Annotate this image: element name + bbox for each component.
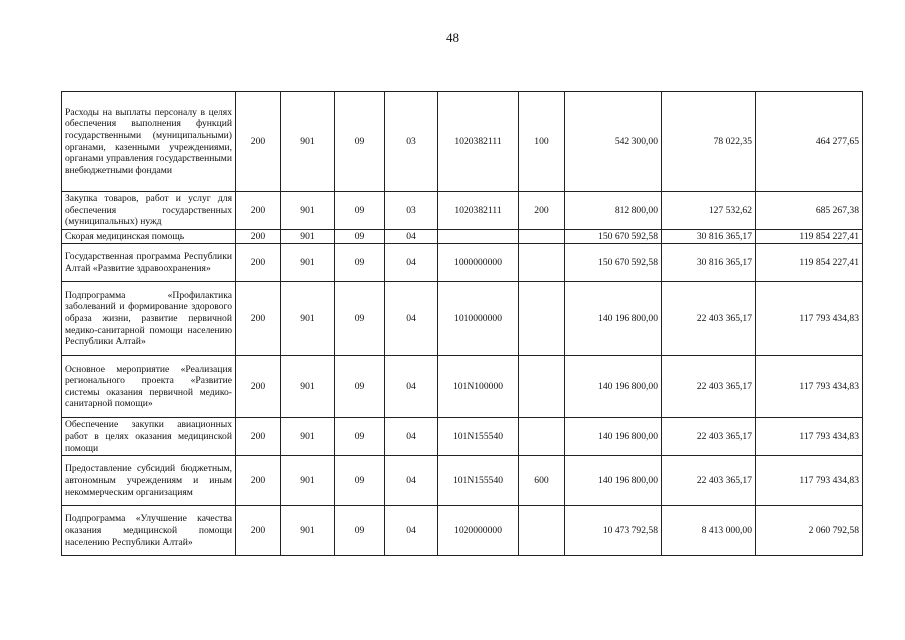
remain-amount: 117 793 434,83 [756,418,863,456]
plan-amount: 140 196 800,00 [565,356,662,418]
admin-code: 200 [236,456,281,506]
table-row [62,244,863,282]
remain-amount: 117 793 434,83 [756,356,863,418]
target-code: 101N155540 [438,418,519,456]
expense-type-code [519,356,565,418]
expense-type-code [519,244,565,282]
ministry-code: 901 [281,229,335,244]
expense-type-code [519,229,565,244]
table-row [62,92,863,192]
section-code: 09 [335,92,385,192]
target-code: 1010000000 [438,282,519,356]
section-code: 09 [335,506,385,556]
table-row [62,456,863,506]
subsection-code: 04 [385,456,438,506]
subsection-code: 04 [385,506,438,556]
remain-amount: 119 854 227,41 [756,229,863,244]
row-name: Подпрограмма «Профилактика заболеваний и формирование здорового образа жизни, развитие первичной медико-санитарной помощи населению Республики Алтай» [62,282,236,356]
table-row [62,356,863,418]
admin-code: 200 [236,506,281,556]
subsection-code: 04 [385,244,438,282]
row-name: Основное мероприятие «Реализация регионального проекта «Развитие системы оказания первичной медико-санитарной помощи» [62,356,236,418]
plan-amount: 812 800,00 [565,192,662,230]
remain-amount: 117 793 434,83 [756,456,863,506]
section-code: 09 [335,229,385,244]
subsection-code: 03 [385,92,438,192]
expense-type-code: 100 [519,92,565,192]
section-code: 09 [335,282,385,356]
plan-amount: 150 670 592,58 [565,244,662,282]
admin-code: 200 [236,92,281,192]
target-code: 101N155540 [438,456,519,506]
expense-type-code [519,282,565,356]
remain-amount: 2 060 792,58 [756,506,863,556]
admin-code: 200 [236,229,281,244]
executed-amount: 78 022,35 [662,92,756,192]
plan-amount: 542 300,00 [565,92,662,192]
admin-code: 200 [236,418,281,456]
row-name: Обеспечение закупки авиационных работ в целях оказания медицинской помощи [62,418,236,456]
ministry-code: 901 [281,282,335,356]
table-row [62,229,863,244]
row-name: Закупка товаров, работ и услуг для обеспечения государственных (муниципальных) нужд [62,192,236,230]
target-code: 1000000000 [438,244,519,282]
target-code: 1020382111 [438,92,519,192]
admin-code: 200 [236,282,281,356]
executed-amount: 22 403 365,17 [662,282,756,356]
page-number: 48 [446,30,459,45]
budget-table [61,91,863,556]
row-name: Расходы на выплаты персоналу в целях обеспечения выполнения функций государственными (муниципальными) органами, казенными учреждениями, органами управления государственными внебюджетными фондами [62,92,236,192]
executed-amount: 127 532,62 [662,192,756,230]
executed-amount: 22 403 365,17 [662,456,756,506]
subsection-code: 03 [385,192,438,230]
plan-amount: 140 196 800,00 [565,456,662,506]
executed-amount: 30 816 365,17 [662,229,756,244]
ministry-code: 901 [281,356,335,418]
row-name: Государственная программа Республики Алтай «Развитие здравоохранения» [62,244,236,282]
subsection-code: 04 [385,229,438,244]
ministry-code: 901 [281,456,335,506]
remain-amount: 685 267,38 [756,192,863,230]
executed-amount: 30 816 365,17 [662,244,756,282]
target-code [438,229,519,244]
remain-amount: 119 854 227,41 [756,244,863,282]
table-row [62,192,863,230]
ministry-code: 901 [281,418,335,456]
row-name: Скорая медицинская помощь [62,229,236,244]
plan-amount: 10 473 792,58 [565,506,662,556]
row-name: Предоставление субсидий бюджетным, автономным учреждениям и иным некоммерческим организациям [62,456,236,506]
target-code: 1020382111 [438,192,519,230]
expense-type-code: 200 [519,192,565,230]
subsection-code: 04 [385,282,438,356]
subsection-code: 04 [385,356,438,418]
remain-amount: 464 277,65 [756,92,863,192]
subsection-code: 04 [385,418,438,456]
table-row [62,418,863,456]
table-row [62,506,863,556]
target-code: 1020000000 [438,506,519,556]
section-code: 09 [335,244,385,282]
plan-amount: 150 670 592,58 [565,229,662,244]
expense-type-code [519,418,565,456]
admin-code: 200 [236,356,281,418]
plan-amount: 140 196 800,00 [565,282,662,356]
ministry-code: 901 [281,244,335,282]
section-code: 09 [335,356,385,418]
row-name: Подпрограмма «Улучшение качества оказания медицинской помощи населению Республики Алтай» [62,506,236,556]
expense-type-code [519,506,565,556]
plan-amount: 140 196 800,00 [565,418,662,456]
target-code: 101N100000 [438,356,519,418]
section-code: 09 [335,418,385,456]
executed-amount: 22 403 365,17 [662,418,756,456]
table-row [62,282,863,356]
admin-code: 200 [236,244,281,282]
executed-amount: 22 403 365,17 [662,356,756,418]
executed-amount: 8 413 000,00 [662,506,756,556]
section-code: 09 [335,192,385,230]
section-code: 09 [335,456,385,506]
remain-amount: 117 793 434,83 [756,282,863,356]
ministry-code: 901 [281,192,335,230]
expense-type-code: 600 [519,456,565,506]
ministry-code: 901 [281,506,335,556]
admin-code: 200 [236,192,281,230]
ministry-code: 901 [281,92,335,192]
